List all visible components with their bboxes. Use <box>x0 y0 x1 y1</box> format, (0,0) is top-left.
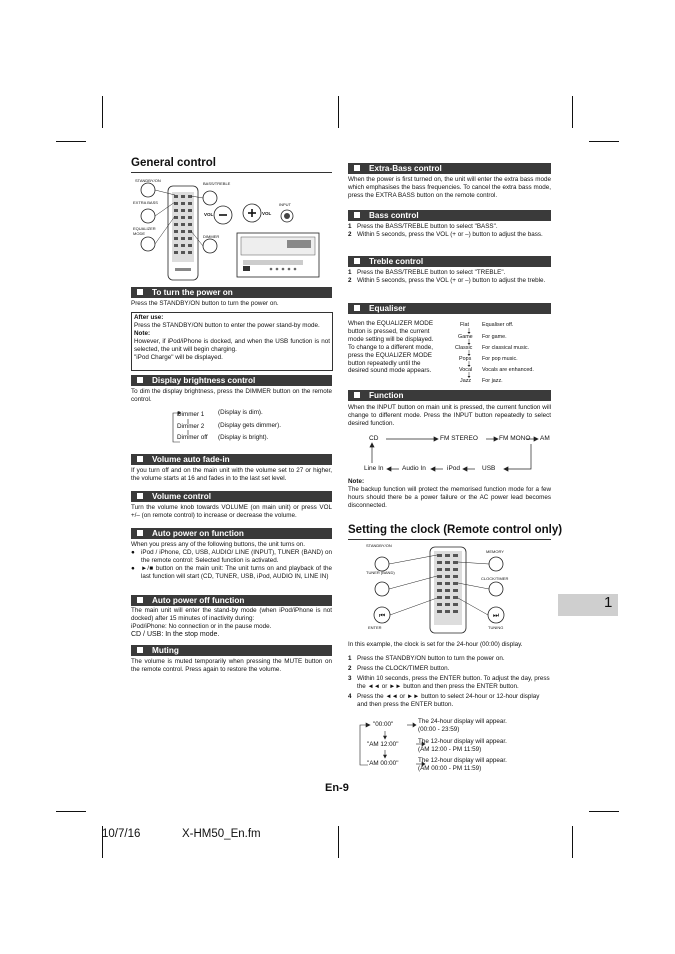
volume-text: Turn the volume knob towards VOLUME (on main unit) or press VOL +/– (on remote control) to increase or decrease the volume. <box>131 504 332 519</box>
function-flow-diagram <box>348 432 551 476</box>
eq-desc-jazz: For jazz. <box>482 378 503 384</box>
eq-mode-classic: Classic <box>455 345 473 351</box>
clock-timer-label: CLOCK/TIMER <box>481 576 509 581</box>
section-header-auto-on: Auto power on function <box>131 528 332 539</box>
chapter-number: 1 <box>604 594 613 611</box>
dimmer-level-off: Dimmer off <box>177 434 208 441</box>
dimmer-level-1: Dimmer 1 <box>177 411 205 418</box>
flow-am: AM <box>540 435 550 442</box>
eq-desc-classic: For classical music. <box>482 345 530 351</box>
eq-mode-pops: Pops <box>459 356 472 362</box>
general-control-title: General control <box>131 157 216 169</box>
equaliser-text: When the EQUALIZER MODE button is pressed, the current mode setting will be displayed. To change to a different mode, press the EQUALIZER MODE button repeatedly until the desired sound mode appears. <box>348 320 434 375</box>
format-am-12: "AM 12:00" <box>367 741 399 748</box>
bass-treble-label: BASS/TREBLE <box>203 181 231 186</box>
clock-title: Setting the clock (Remote control only) <box>348 524 563 536</box>
note-text-2: "iPod Charge" will be displayed. <box>134 353 223 361</box>
clock-tuning-label: TUNING <box>488 625 504 630</box>
auto-on-bullet-2: ►/■ button on the main unit: The unit turns on and playback of the last function will start (CD, TUNER, USB, iPod, AUDIO IN, LINE IN) <box>141 564 332 580</box>
clock-title-rule <box>348 539 551 540</box>
auto-on-block <box>131 541 332 581</box>
clock-step-4: Press the ◄◄ or ►► button to select 24-hour or 12-hour display and then press the ENTER button. <box>357 692 540 708</box>
note-label: Note: <box>134 329 151 337</box>
auto-on-bullet-1: iPod / iPhone, CD, USB, AUDIO/ LINE (INPUT), TUNER (BAND) on the remote control: Selected function is activated. <box>141 548 332 564</box>
extra-bass-text: When the power is first turned on, the unit will enter the extra bass mode which emphasises the bass frequencies. To cancel the extra bass mode, press the EXTRA BASS button on the remote control. <box>348 176 551 199</box>
crop-mark <box>338 96 339 128</box>
remote-and-unit-illustration <box>131 176 333 284</box>
function-text: When the INPUT button on main unit is pressed, the current function will change to different mode. Press the INPUT button repeatedly to select desired function. <box>348 404 551 427</box>
flow-arrows <box>348 432 551 476</box>
bass-step-1: Press the BASS/TREBLE button to select "BASS". <box>357 223 498 230</box>
function-note <box>348 478 551 510</box>
format-arrows <box>348 718 428 776</box>
eq-desc-vocal: Vocals are enhanced. <box>482 367 534 373</box>
section-header-muting: Muting <box>131 645 332 656</box>
svg-text:⏮: ⏮ <box>378 611 386 620</box>
format-24h: "00:00" <box>373 721 394 728</box>
equalizer-mode-label: EQUALIZER MODE <box>133 226 156 236</box>
eq-cycle-arrows <box>465 320 475 386</box>
treble-steps: 1 Press the BASS/TREBLE button to select "TREBLE". 2 Within 5 seconds, press the VOL (+ or –) button to adjust the treble. <box>348 269 551 285</box>
dimmer-desc-2: (Display gets dimmer). <box>218 422 281 429</box>
clock-enter-label: ENTER <box>368 625 382 630</box>
svg-text:⏭: ⏭ <box>492 611 500 620</box>
clock-remote-illustration <box>366 543 536 634</box>
eq-mode-game: Game <box>458 334 473 340</box>
after-use-box <box>131 312 333 371</box>
clock-steps: 1 Press the STANDBY/ON button to turn the power on. 2 Press the CLOCK/TIMER button. 3 Within 10 seconds, press the ENTER button. To adjust the day, press the ◄◄ or ►► button and then press the ENTER button. 4 Press the ◄◄ or ►► button to select 24-hour or 12-hour display and then press the ENTER button. <box>348 655 550 708</box>
clock-step-3: Within 10 seconds, press the ENTER button. To adjust the day, press the ◄◄ or ►► button and then press the ENTER button. <box>357 674 550 690</box>
crop-mark <box>56 811 86 812</box>
crop-mark <box>589 141 619 142</box>
eq-mode-vocal: Vocal <box>459 367 473 373</box>
crop-mark <box>338 826 339 858</box>
format-am-00: "AM 00:00" <box>367 760 399 767</box>
format-am12-desc: The 12-hour display will appear. (AM 12:00 - PM 11:59) <box>418 738 507 753</box>
auto-off-text: The main unit will enter the stand-by mode (when iPod/iPhone is not docked) after 15 minutes of inactivity during: <box>131 607 332 622</box>
eq-desc-pops: For pop music. <box>482 356 518 362</box>
section-header-fade-in: Volume auto fade-in <box>131 454 332 465</box>
auto-off-block <box>131 607 332 639</box>
clock-intro: In this example, the clock is set for the 24-hour (00:00) display. <box>348 641 523 648</box>
format-24h-desc: The 24-hour display will appear. (00:00 - 23:59) <box>418 718 507 733</box>
function-note-label: Note: <box>348 478 365 485</box>
footer-date: 10/7/16 <box>102 828 141 840</box>
crop-mark <box>589 811 619 812</box>
section-header-dimmer: Display brightness control <box>131 375 332 386</box>
footer-filename: X-HM50_En.fm <box>182 828 261 840</box>
extra-bass-label: EXTRA BASS <box>133 200 158 205</box>
eq-desc-flat: Equaliser off. <box>482 322 514 328</box>
dimmer-desc-off: (Display is bright). <box>218 434 269 441</box>
section-header-extra-bass: Extra-Bass control <box>348 163 551 174</box>
fade-in-text: If you turn off and on the main unit with the volume set to 27 or higher, the volume starts at 16 and fades in to the last set level. <box>131 467 332 482</box>
eq-mode-jazz: Jazz <box>460 378 472 384</box>
clock-step-1: Press the STANDBY/ON button to turn the power on. <box>357 655 505 662</box>
eq-desc-game: For game. <box>482 334 507 340</box>
bass-step-2: Within 5 seconds, press the VOL (+ or –) button to adjust the bass. <box>357 230 543 238</box>
muting-text: The volume is muted temporarily when pressing the MUTE button on the remote control. Press again to restore the volume. <box>131 658 332 673</box>
crop-mark <box>572 96 573 128</box>
auto-off-cd-usb: CD / USB: In the stop mode. <box>131 630 220 638</box>
eq-mode-flat: Flat <box>460 322 469 328</box>
dimmer-level-2: Dimmer 2 <box>177 423 205 430</box>
vol-minus-label: VOL <box>204 212 214 217</box>
vol-plus-label: VOL <box>262 211 272 216</box>
bullet-icon: ● <box>131 564 135 572</box>
input-label: INPUT <box>279 202 291 207</box>
section-header-bass: Bass control <box>348 210 551 221</box>
flow-fm-mono: FM MONO <box>499 435 531 442</box>
function-note-text: The backup function will protect the memorised function mode for a few hours should there be a power failure or the AC power lead becomes disconnected. <box>348 485 551 509</box>
after-use-label: After use: <box>134 314 164 321</box>
auto-off-ipod: iPod/iPhone: No connection or in the pause mode. <box>131 622 272 630</box>
clock-format-diagram <box>348 718 551 776</box>
treble-step-2: Within 5 seconds, press the VOL (+ or –) button to adjust the treble. <box>357 276 546 284</box>
page-number: En-9 <box>325 782 349 794</box>
dimmer-desc-1: (Display is dim). <box>218 409 263 416</box>
flow-ipod: iPod <box>447 465 461 472</box>
bullet-icon: ● <box>131 548 135 556</box>
clock-tuner-band-label: TUNER (BAND) <box>366 570 395 575</box>
format-am00-desc: The 12-hour display will appear. (AM 00:00 - PM 11:59) <box>418 757 507 772</box>
standby-on-label: STANDBY/ON <box>135 178 161 183</box>
bass-steps: 1 Press the BASS/TREBLE button to select "BASS". 2 Within 5 seconds, press the VOL (+ or –) button to adjust the bass. <box>348 223 551 239</box>
flow-usb: USB <box>482 465 496 472</box>
title-rule <box>131 172 332 173</box>
section-header-power-on: To turn the power on <box>131 287 332 298</box>
clock-standby-label: STANDBY/ON <box>366 543 392 548</box>
crop-mark <box>56 141 86 142</box>
clock-memory-label: MEMORY <box>486 549 504 554</box>
crop-mark <box>102 96 103 128</box>
section-header-function: Function <box>348 390 551 401</box>
section-header-treble: Treble control <box>348 256 551 267</box>
equaliser-modes <box>442 320 552 386</box>
flow-fm-stereo: FM STEREO <box>440 435 478 442</box>
flow-audio-in: Audio In <box>402 465 426 472</box>
section-header-equaliser: Equaliser <box>348 303 551 314</box>
clock-step-2: Press the CLOCK/TIMER button. <box>357 664 450 672</box>
treble-step-1: Press the BASS/TREBLE button to select "TREBLE". <box>357 269 506 276</box>
flow-line-in: Line In <box>364 465 384 472</box>
power-on-text: Press the STANDBY/ON button to turn the power on. <box>131 300 279 307</box>
flow-cd: CD <box>369 435 379 442</box>
dimmer-text: To dim the display brightness, press the DIMMER button on the remote control. <box>131 388 332 403</box>
auto-on-text: When you press any of the following buttons, the unit turns on. <box>131 541 305 548</box>
crop-mark <box>572 826 573 858</box>
section-header-volume: Volume control <box>131 491 332 502</box>
after-use-text: Press the STANDBY/ON button to enter the power stand-by mode. <box>134 321 320 329</box>
section-header-auto-off: Auto power off function <box>131 595 332 606</box>
dimmer-label: DIMMER <box>203 234 220 239</box>
note-text: However, if iPod/iPhone is docked, and when the USB function is not selected, the unit will begin charging. <box>134 337 330 353</box>
